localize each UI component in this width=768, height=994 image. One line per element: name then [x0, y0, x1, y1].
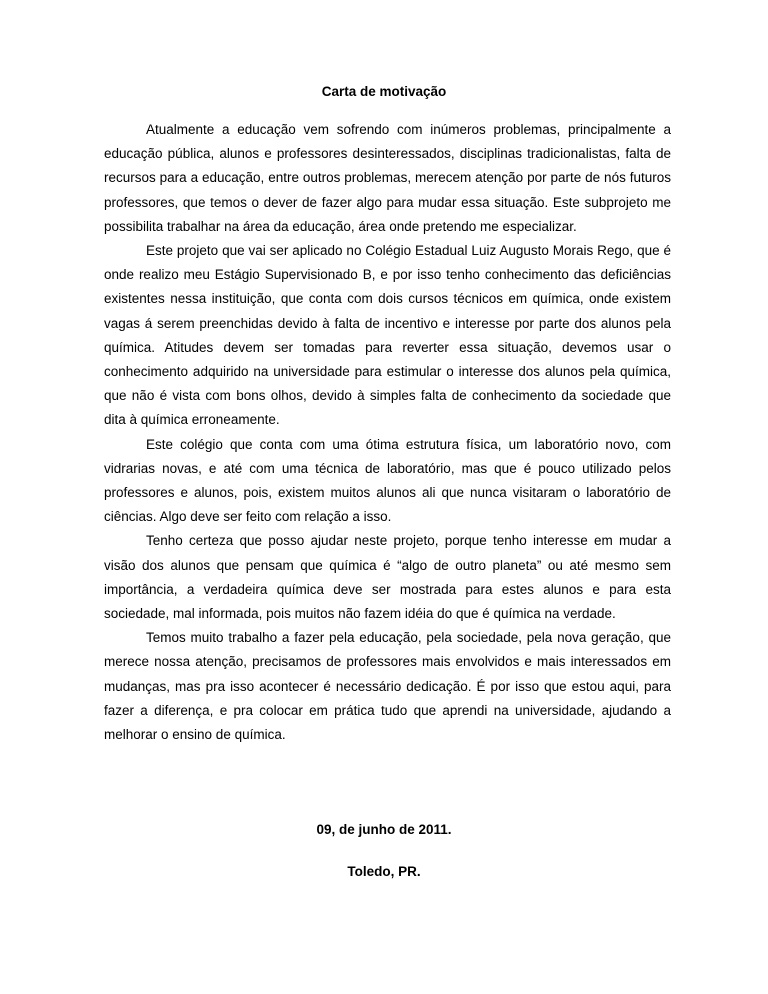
paragraph-5: Temos muito trabalho a fazer pela educação, pela sociedade, pela nova geração, que merece nossa atenção, precisamos de professores mais envolvidos e mais interessados em mudanças, mas pra isso acontecer é necessário dedicação. É por isso que estou aqui, para fazer a diferença, e pra colocar em prática tudo que aprendi na universidade, ajudando a melhorar o ensino de química. [104, 630, 671, 743]
paragraph-1: Atualmente a educação vem sofrendo com inúmeros problemas, principalmente a educação pública, alunos e professores desinteressados, disciplinas tradicionalistas, falta de recursos para a educação, entre outros problemas, merecem atenção por parte de nós futuros professores, que temos o dever de fazer algo para mudar essa situação. Este subprojeto me possibilita trabalhar na área da educação, área onde pretendo me especializar. [104, 122, 671, 234]
letter-date: 09, de junho de 2011. [316, 822, 452, 837]
letter-place: Toledo, PR. [347, 864, 421, 879]
paragraph-4: Tenho certeza que posso ajudar neste projeto, porque tenho interesse em mudar a visão dos alunos que pensam que química é “algo de outro planeta” ou até mesmo sem importância, a verdadeira química deve ser mostrada para estes alunos e para esta sociedade, mal informada, pois muitos não fazem idéia do que é química na verdade. [104, 533, 671, 622]
paragraph-2: Este projeto que vai ser aplicado no Colégio Estadual Luiz Augusto Morais Rego, que é onde realizo meu Estágio Supervisionado B, e por isso tenho conhecimento das deficiências existentes nessa instituição, que conta com dois cursos técnicos em química, onde existem vagas á serem preenchidas devido à falta de incentivo e interesse por parte dos alunos pela química. Atitudes devem ser tomadas para reverter essa situação, devemos usar o conhecimento adquirido na universidade para estimular o interesse dos alunos pela química, que não é vista com bons olhos, devido à simples falta de conhecimento da sociedade que dita à química erroneamente. [104, 243, 671, 428]
letter-body [104, 118, 671, 747]
document-title: Carta de motivação [321, 84, 447, 99]
paragraph-3: Este colégio que conta com uma ótima estrutura física, um laboratório novo, com vidrarias novas, e até com uma técnica de laboratório, mas que é pouco utilizado pelos professores e alunos, pois, existem muitos alunos ali que nunca visitaram o laboratório de ciências. Algo deve ser feito com relação a isso. [104, 436, 671, 525]
